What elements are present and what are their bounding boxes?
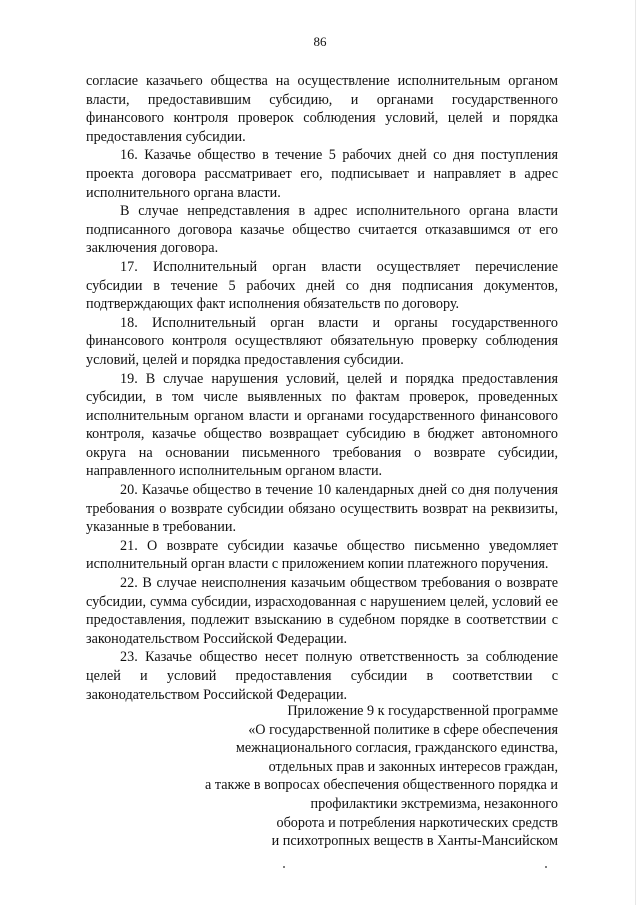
appendix-header xyxy=(118,702,558,851)
appendix-line: «О государственной политике в сфере обеспечения xyxy=(248,721,558,738)
appendix-line: профилактики экстремизма, незаконного xyxy=(310,795,558,812)
page-number: 86 xyxy=(313,34,327,49)
paragraph: В случае непредставления в адрес исполнительного органа власти подписанного договора казачье общество считается отказавшимся от его заключения договора. xyxy=(86,203,558,257)
scan-edge-line xyxy=(635,0,636,905)
paragraph: 22. В случае неисполнения казачьим обществом требования о возврате субсидии, сумма субсидии, израсходованная с нарушением целей, условий ее предоставления, подлежит взысканию в судебном порядке в соответствии с законодательством Российской Федерации. xyxy=(86,575,558,647)
document-body xyxy=(86,72,558,704)
paragraph: 17. Исполнительный орган власти осуществляет перечисление субсидии в течение 5 рабочих дней со дня подписания документов, подтверждающих факт исполнения обязательств по договору. xyxy=(86,258,558,313)
appendix-line: Приложение 9 к государственной программе xyxy=(287,703,558,719)
paragraph: 16. Казачье общество в течение 5 рабочих дней со дня поступления проекта договора рассматривает его, подписывает и направляет в адрес исполнительного органа власти. xyxy=(86,147,558,201)
appendix-line: оборота и потребления наркотических средств xyxy=(276,814,558,831)
scan-speck xyxy=(283,866,285,868)
paragraph: согласие казачьего общества на осуществление исполнительным органом власти, предоставившим субсидию, и органами государственного финансового контроля проверок соблюдения условий, целей и порядка предоставления субсидии. xyxy=(86,73,558,145)
paragraph: 21. О возврате субсидии казачье общество письменно уведомляет исполнительный орган власти с приложением копии платежного поручения. xyxy=(86,537,558,573)
paragraph: 19. В случае нарушения условий, целей и порядка предоставления субсидии, в том числе выявленных по фактам проверок, проведенных исполнительным органом власти и органами государственного финансового контроля, казачье общество возвращает субсидию в бюджет автономного округа на основании письменного требования о возврате субсидии, направленного исполнительным органом власти. xyxy=(86,370,558,480)
paragraph: 18. Исполнительный орган власти и органы государственного финансового контроля осуществляют обязательную проверку соблюдения условий, целей и порядка предоставления субсидии. xyxy=(86,314,558,368)
appendix-line: отдельных прав и законных интересов граждан, xyxy=(268,758,558,775)
appendix-line: а также в вопросах обеспечения общественного порядка и xyxy=(205,777,558,794)
appendix-line: межнационального согласия, гражданского единства, xyxy=(235,740,558,757)
scan-speck xyxy=(545,866,547,868)
paragraph: 23. Казачье общество несет полную ответственность за соблюдение целей и условий предоставления субсидии в соответствии с законодательством Российской Федерации. xyxy=(86,649,558,703)
appendix-line: и психотропных веществ в Ханты-Мансийском xyxy=(271,833,558,850)
paragraph: 20. Казачье общество в течение 10 календарных дней со дня получения требования о возврате субсидии обязано осуществить возврат на реквизиты, указанные в требовании. xyxy=(86,482,558,536)
